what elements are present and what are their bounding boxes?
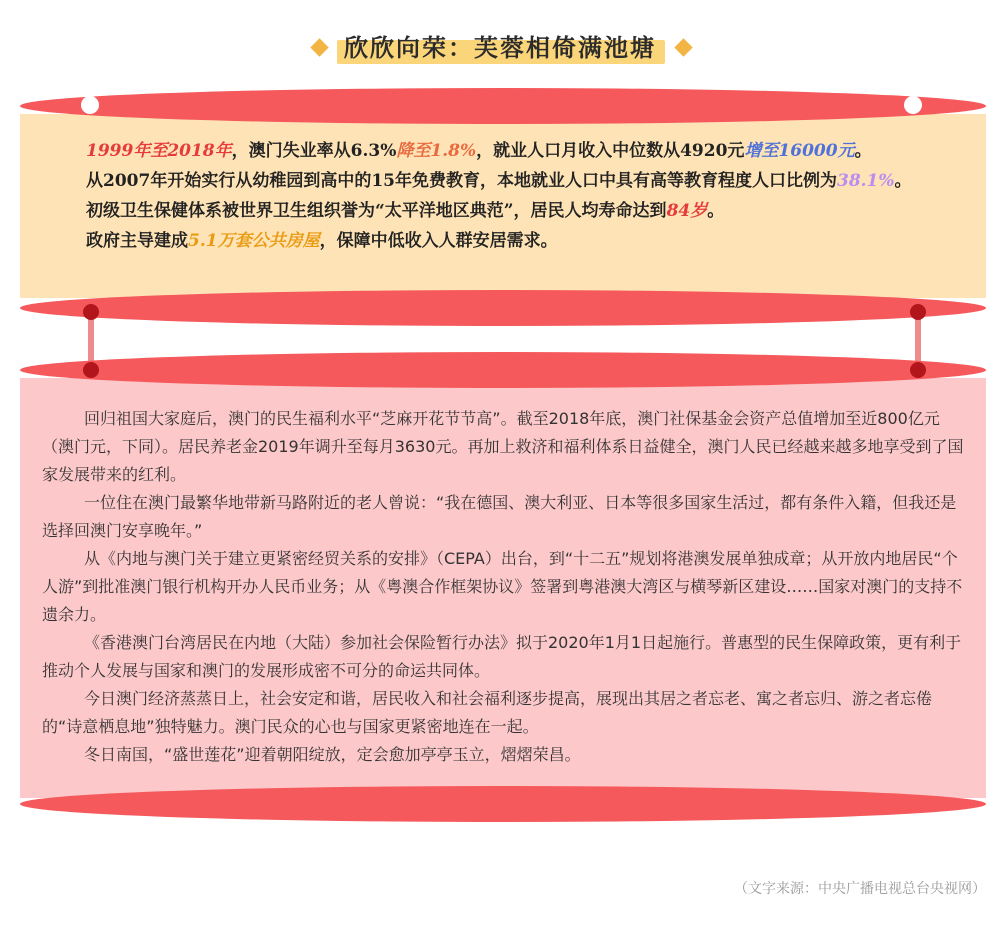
text-segment: 。: [707, 201, 725, 221]
connector-pin-right-top: [910, 304, 926, 320]
highlight-education-ratio: 38.1%: [836, 171, 895, 191]
scroll-hole-left: [81, 96, 99, 114]
text-segment: ，保障中低收入人群安居需求。: [319, 231, 558, 251]
highlight-public-housing: 5.1万套公共房屋: [188, 231, 320, 251]
connector-pin-right-bottom: [910, 362, 926, 378]
text-segment: 从2007年开始实行从幼稚园到高中的15年免费教育，本地就业人口中具有高等教育程度人口比例为: [86, 171, 837, 191]
highlights-text: [44, 136, 966, 256]
scroll-roller-top: [20, 352, 986, 388]
source-credit: （文字来源：中央广播电视总台央视网）: [734, 881, 986, 897]
highlight-paragraph-employment: [44, 136, 966, 166]
text-segment: ，就业人口月收入中位数从4920元: [476, 141, 745, 161]
page-title: 欣欣向荣：芙蓉相倚满池塘: [344, 33, 656, 62]
highlight-income: 增至16000元: [744, 141, 855, 161]
highlight-unemployment: 降至1.8%: [396, 141, 477, 161]
article-paragraph: 从《内地与澳门关于建立更紧密经贸关系的安排》（CEPA）出台，到“十二五”规划将港澳发展单独成章；从开放内地居民“个人游”到批准澳门银行机构开办人民币业务；从《粤澳合作框架协议》签署到粤港澳大湾区与横琴新区建设……国家对澳门的支持不遗余力。: [42, 549, 963, 624]
scroll-roller-bottom: [20, 786, 986, 822]
text-segment: 政府主导建成: [86, 231, 188, 251]
text-segment: 。: [854, 141, 872, 161]
scroll-roller-top: [20, 88, 986, 124]
article-paragraph: 冬日南国，“盛世莲花”迎着朝阳绽放，定会愈加亭亭玉立，熠熠荣昌。: [84, 745, 581, 764]
article-paragraph: 一位住在澳门最繁华地带新马路附近的老人曾说：“我在德国、澳大利亚、日本等很多国家生活过，都有条件入籍，但我还是选择回澳门安享晚年。”: [42, 493, 957, 540]
highlight-life-expectancy: 84岁: [666, 201, 708, 221]
article-paragraph: 今日澳门经济蒸蒸日上，社会安定和谐，居民收入和社会福利逐步提高，展现出其居之者忘老、寓之者忘归、游之者忘倦的“诗意栖息地”独特魅力。澳门民众的心也与国家更紧密地连在一起。: [42, 689, 933, 736]
text-segment: ，澳门失业率从6.3%: [231, 141, 397, 161]
scroll-hole-right: [904, 96, 922, 114]
text-segment: 初级卫生保健体系被世界卫生组织誉为“太平洋地区典范”，居民人均寿命达到: [86, 201, 667, 221]
highlight-paragraph-education: [44, 166, 966, 196]
highlight-paragraph-health: [44, 196, 966, 226]
title-banner: [0, 28, 1000, 72]
text-segment: 。: [894, 171, 912, 191]
article-paragraph: 回归祖国大家庭后，澳门的民生福利水平“芝麻开花节节高”。截至2018年底，澳门社保基金会资产总值增加至近800亿元（澳门元，下同）。居民养老金2019年调升至每月3630元。再加上救济和福利体系日益健全，澳门人民已经越来越多地享受到了国家发展带来的红利。: [42, 409, 964, 484]
scroll-roller-bottom: [20, 290, 986, 326]
highlight-paragraph-housing: [44, 226, 966, 256]
connector-pin-left-top: [83, 304, 99, 320]
connector-pin-left-bottom: [83, 362, 99, 378]
article-paragraph: 《香港澳门台湾居民在内地（大陆）参加社会保险暂行办法》拟于2020年1月1日起施行。普惠型的民生保障政策，更有利于推动个人发展与国家和澳门的发展形成密不可分的命运共同体。: [42, 633, 962, 680]
article-text: [42, 405, 964, 769]
highlight-years: 1999年至2018年: [86, 141, 232, 161]
